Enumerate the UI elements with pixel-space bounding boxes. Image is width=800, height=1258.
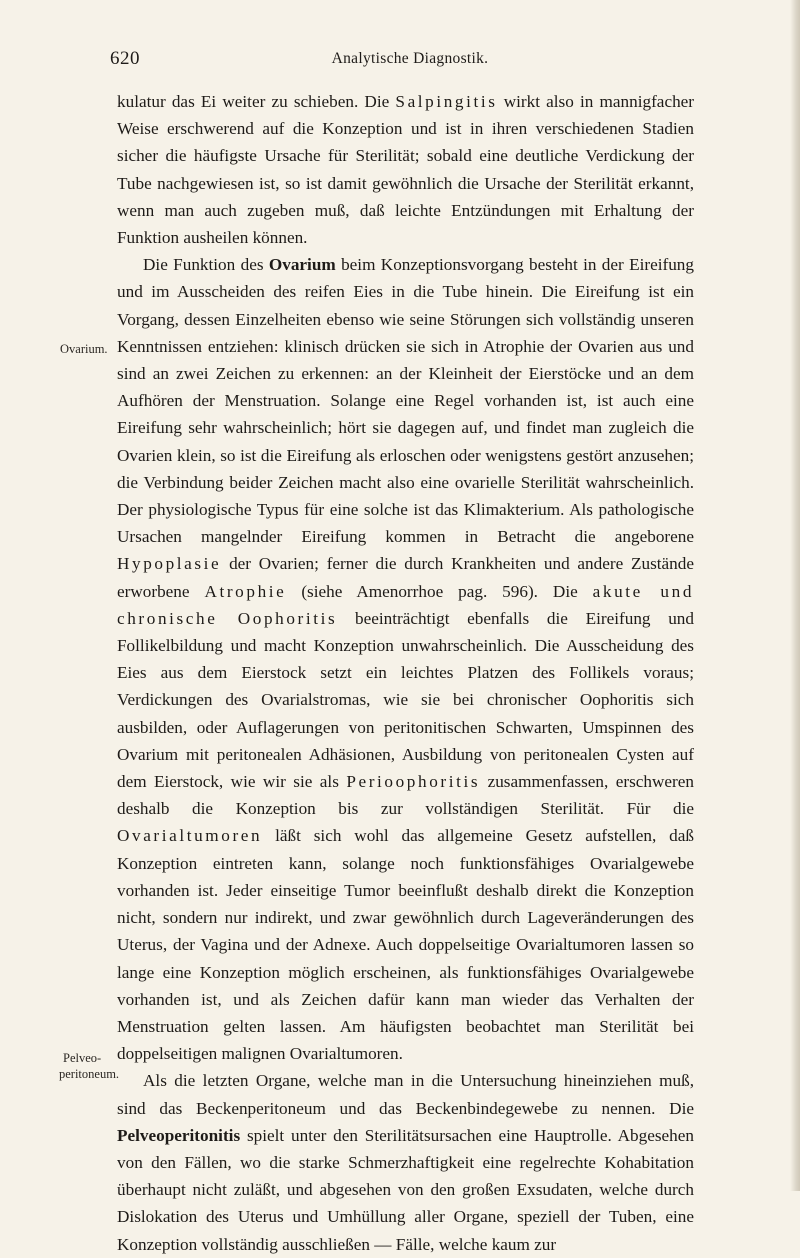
term-ovarium: Ovarium bbox=[268, 255, 336, 275]
p2-t5: beeinträchtigt ebenfalls die Eireifung und Follikelbildung und macht Konzeption unwahrscheinlich. Die Ausscheidung des Eies aus dem Eierstock setzt ein leichtes Platzen des Follikels voraus; Verdickungen des Ovarialstromas, wie sie bei chronischer Oophoritis sich ausbilden, oder Auflagerungen von peritonitischen Schwarten, Umspinnen des Ovarium mit peritonealen Adhäsionen, Ausbildung von peritonealen Cysten auf dem Eierstock, wie wir sie als bbox=[117, 608, 694, 792]
term-pelveoperitonitis: Pelveoperitonitis bbox=[117, 1125, 241, 1145]
paragraph-pelveoperitoneum bbox=[117, 1067, 694, 1257]
term-hypoplasie: Hypoplasie bbox=[117, 554, 222, 574]
p2-t4: (siehe Amenorrhoe pag. 596). Die bbox=[301, 581, 578, 601]
p2-t7: läßt sich wohl das allgemeine Gesetz aufstellen, daß Konzeption eintreten kann, solange noch funktionsfähiges Ovarialgewebe vorhanden ist. Jeder einseitige Tumor beeinflußt deshalb direkt die Konzeption nicht, sondern nur indirekt, und zwar gewöhnlich durch Lageveränderungen des Uterus, der Vagina und der Adnexe. Auch doppelseitige Ovarialtumoren lassen so lange eine Konzeption möglich erscheinen, als funktionsfähiges Ovarialgewebe vorhanden ist, und als Zeichen dafür kann man wieder das Verhalten der Menstruation gelten lassen. Am häufigsten beobachtet man Sterilität bei doppelseitigen malignen Ovarialtumoren. bbox=[117, 826, 694, 1064]
margin-note-ovarium: Ovarium. bbox=[60, 342, 108, 356]
p3-t1: Als die letzten Organe, welche man in die Untersuchung hineinziehen muß, sind das Beckenperitoneum und das Beckenbindegewebe zu nennen. Die bbox=[117, 1071, 694, 1118]
paragraph-continuation bbox=[117, 88, 694, 251]
page-number: 620 bbox=[110, 48, 140, 69]
margin-note-pelveo-line2: peritoneum. bbox=[59, 1067, 120, 1081]
p1-text: kulatur das Ei weiter zu schieben. Die bbox=[117, 92, 390, 111]
paragraph-ovarium bbox=[117, 251, 694, 1067]
body-text bbox=[117, 88, 694, 1258]
term-atrophie: Atrophie bbox=[204, 581, 287, 601]
p2-t6: zusammenfassen, erschweren deshalb die Konzeption bis zur vollständigen Sterilität. Für die bbox=[117, 772, 694, 819]
page-header bbox=[110, 48, 710, 76]
term-ovarialtumoren: Ovarialtumoren bbox=[117, 826, 263, 846]
margin-note-pelveo-line1: Pelveo- bbox=[63, 1051, 102, 1065]
term-salpingitis: Salpingitis bbox=[395, 92, 498, 111]
term-perioophoritis: Perioophoritis bbox=[346, 772, 481, 792]
p2-t2: beim Konzeptionsvorgang besteht in der Eireifung und im Ausscheiden des reifen Eies in die Tube hinein. Die Eireifung ist ein Vorgang, dessen Einzelheiten ebenso wie seine Störungen sich vollständig unseren Kenntnissen entziehen: klinisch drücken sie sich in Atrophie der Ovarien aus und sind an zwei Zeichen zu erkennen: an der Kleinheit der Eierstöcke und an dem Aufhören der Menstruation. Solange eine Regel vorhanden ist, ist auch eine Eireifung sehr wahrscheinlich; hört sie dagegen auf, und findet man zugleich die Ovarien klein, so ist die Eireifung als erloschen oder wenigstens gestört anzusehen; die Verbindung beider Zeichen macht also eine ovarielle Sterilität wahrscheinlich. Der physiologische Typus für eine solche ist das Klimakterium. Als pathologische Ursachen mangelnder Eireifung kommen in Betracht die angeborene bbox=[117, 255, 694, 547]
term-oophoritis: akute und chronische Oophoritis bbox=[117, 581, 695, 628]
p2-t1: Die Funktion des bbox=[143, 255, 264, 275]
p2-t3: der Ovarien; ferner die durch Krankheiten und andere Zustände erworbene bbox=[117, 554, 695, 601]
page-edge-shadow bbox=[790, 0, 800, 1191]
running-title: Analytische Diagnostik. bbox=[331, 50, 489, 67]
p1-rest: wirkt also in mannigfacher Weise erschwerend auf die Konzeption und ist in ihren verschiedenen Stadien sicher die häufigste Ursache für Sterilität; sobald eine deutliche Verdickung der Tube nachgewiesen ist, so ist damit gewöhnlich die Ursache der Sterilität erkannt, wenn man auch zugeben muß, daß leichte Entzündungen mit Erhaltung der Funktion ausheilen können. bbox=[117, 92, 695, 248]
p3-t2: spielt unter den Sterilitätsursachen eine Hauptrolle. Abgesehen von den Fällen, wo die starke Schmerzhaftigkeit eine regelrechte Kohabitation überhaupt nicht zuläßt, und abgesehen von den großen Exsudaten, welche durch Dislokation des Uterus und Umhüllung aller Organe, speziell der Tuben, eine Konzeption vollständig ausschließen — Fälle, welche kaum zur bbox=[117, 1125, 694, 1254]
